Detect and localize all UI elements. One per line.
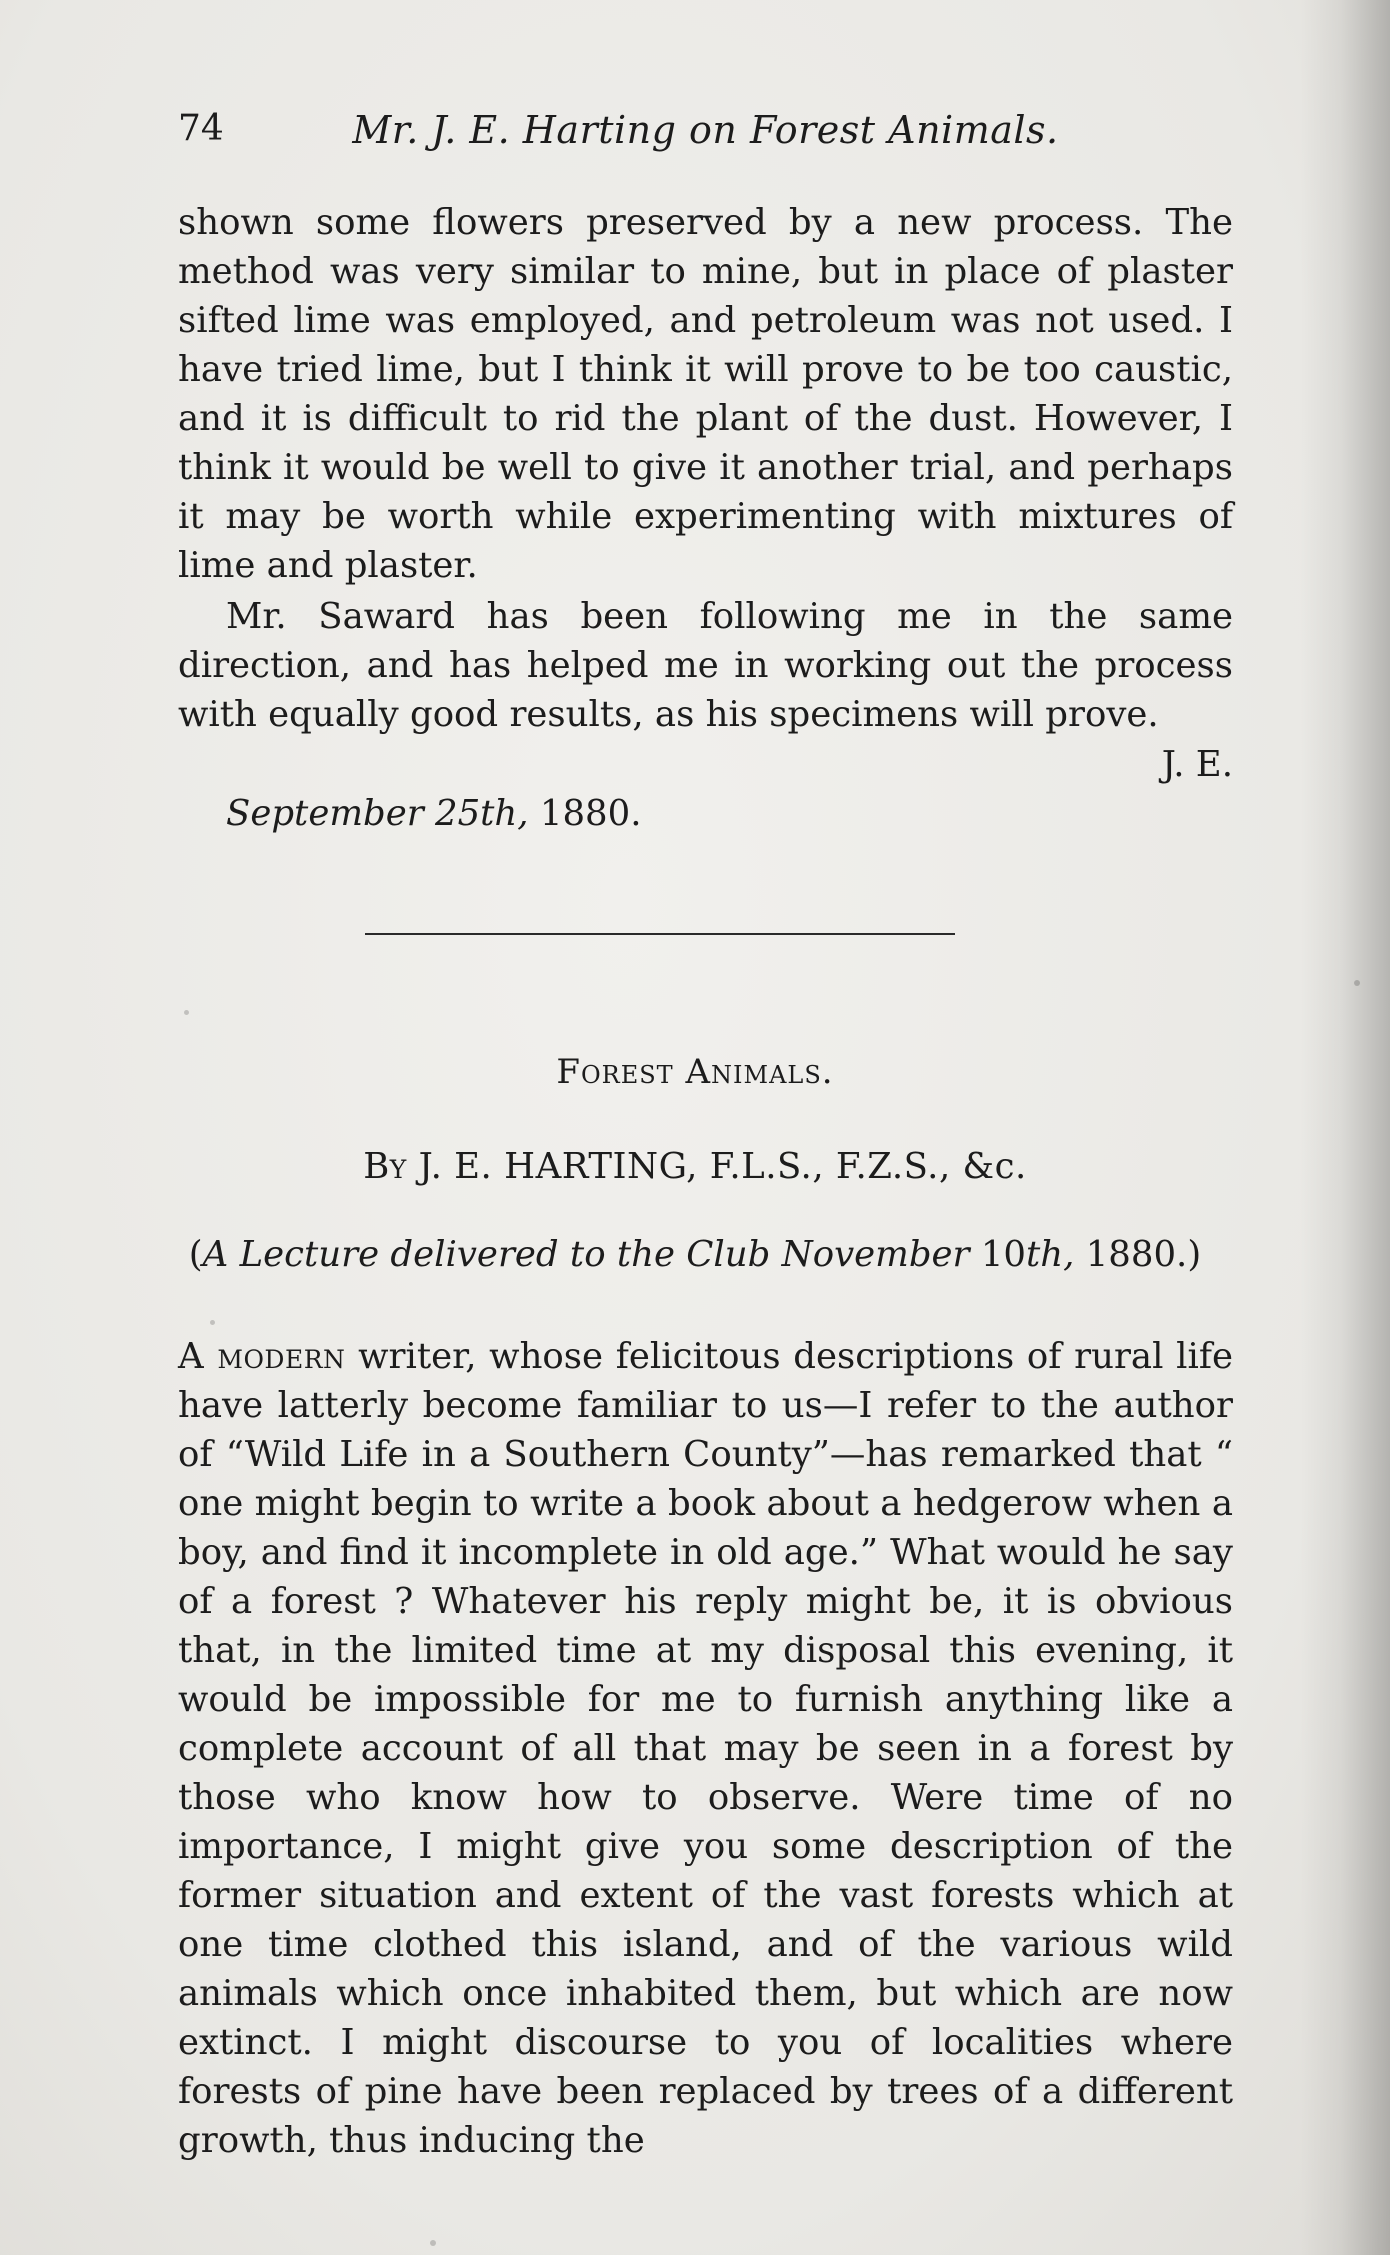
- article-subtitle: [0, 1234, 1390, 1275]
- section-divider: [365, 933, 955, 935]
- byline-name: J. E. HARTING, F.L.S., F.Z.S., &c.: [418, 1146, 1027, 1187]
- page-gutter-shadow: [1300, 0, 1390, 2255]
- date-text: September 25th,: [226, 793, 529, 834]
- previous-article-paragraph-1: [178, 198, 1233, 590]
- date-year: 1880.: [539, 793, 642, 834]
- ink-speck: [210, 1320, 215, 1325]
- article-body-paragraph: [178, 1332, 1233, 2165]
- paragraph-text: writer, whose felicitous descriptions of rural life have latterly become familiar to us—I refer to the author of “Wild Life in a Southern County”—has remarked that “ one might begin to write a book about a hedgerow when a boy, and find it incomplete in old age.” What would he say of a forest ? Whatever his reply might be, it is obvious that, in the limited time at my disposal this evening, it would be impossible for me to furnish anything like a complete account of all that may be seen in a forest by those who know how to observe. Were time of no importance, I might give you some description of the former situation and extent of the vast forests which at one time clothed this island, and of the various wild animals which once inhabited them, but which are now extinct. I might discourse to you of localities where forests of pine have been replaced by trees of a different growth, thus inducing the: [178, 1336, 1234, 2161]
- opening-words: A modern: [178, 1336, 346, 1377]
- subtitle-close: 1880.): [1074, 1234, 1202, 1275]
- page-number: 74: [178, 108, 224, 149]
- article-title: Forest Animals.: [556, 1052, 834, 1092]
- byline-by: By: [363, 1146, 407, 1187]
- ink-speck: [1354, 980, 1360, 986]
- paragraph-text: shown some flowers preserved by a new process. The method was very similar to mine, but in place of plaster sifted lime was employed, and petroleum was not used. I have tried lime, but I think it will prove to be too caustic, and it is difficult to rid the plant of the dust. However, I think it would be well to give it another trial, and perhaps it may be worth while experimenting with mixtures of lime and plaster.: [178, 202, 1233, 586]
- paragraph-text: Mr. Saward has been following me in the same direction, and has helped me in working out the process with equally good results, as his specimens will prove.: [178, 596, 1233, 735]
- running-head: Mr. J. E. Harting on Forest Animals.: [352, 108, 1059, 152]
- subtitle-open: (: [188, 1234, 203, 1275]
- subtitle-day-suffix: th,: [1026, 1234, 1075, 1275]
- subtitle-day: 10: [969, 1234, 1026, 1275]
- previous-article-paragraph-2: [178, 592, 1233, 739]
- ink-speck: [184, 1010, 189, 1015]
- page-header: [178, 108, 1233, 158]
- subtitle-italic: A Lecture delivered to the Club November: [202, 1234, 970, 1275]
- article-byline: [0, 1146, 1390, 1187]
- dateline: [226, 789, 642, 838]
- ink-speck: [430, 2240, 436, 2246]
- author-initials: J. E.: [1161, 744, 1233, 785]
